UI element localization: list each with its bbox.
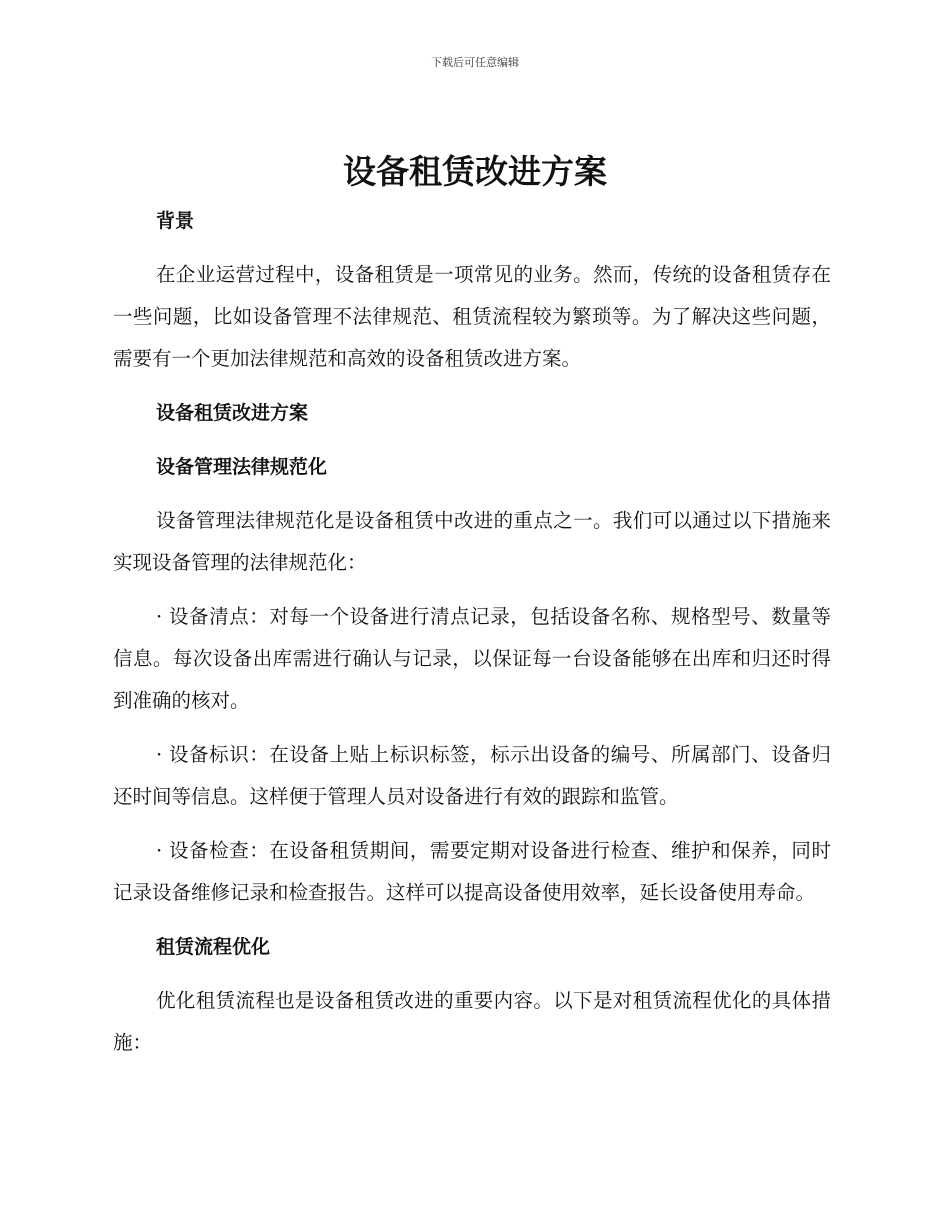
bullet-equipment-labeling: · 设备标识：在设备上贴上标识标签，标示出设备的编号、所属部门、设备归还时间等信息。这样便于管理人员对设备进行有效的跟踪和监管。 — [113, 743, 831, 808]
paragraph-process-optimization: 优化租赁流程也是设备租赁改进的重要内容。以下是对租赁流程优化的具体措施： — [113, 989, 831, 1054]
bullet-equipment-inspection: · 设备检查：在设备租赁期间，需要定期对设备进行检查、维护和保养，同时记录设备维修记录和检查报告。这样可以提高设备使用效率，延长设备使用寿命。 — [113, 839, 831, 904]
heading-process-optimization: 租赁流程优化 — [156, 936, 271, 958]
heading-equipment-management: 设备管理法律规范化 — [156, 456, 328, 478]
document-title: 设备租赁改进方案 — [343, 152, 607, 191]
bullet-equipment-inventory: · 设备清点：对每一个设备进行清点记录，包括设备名称、规格型号、数量等信息。每次设备出库需进行确认与记录，以保证每一台设备能够在出库和归还时得到准确的核对。 — [113, 605, 831, 712]
paragraph-background: 在企业运营过程中，设备租赁是一项常见的业务。然而，传统的设备租赁存在一些问题，比如设备管理不法律规范、租赁流程较为繁琐等。为了解决这些问题，需要有一个更加法律规范和高效的设备租赁改进方案。 — [113, 263, 831, 370]
document-body — [113, 200, 831, 1076]
heading-background: 背景 — [156, 210, 195, 232]
header-note: 下载后可任意编辑 — [431, 56, 519, 69]
heading-improvement-plan: 设备租赁改进方案 — [156, 402, 309, 424]
paragraph-equipment-management: 设备管理法律规范化是设备租赁中改进的重点之一。我们可以通过以下措施来实现设备管理的法律规范化： — [113, 509, 831, 574]
